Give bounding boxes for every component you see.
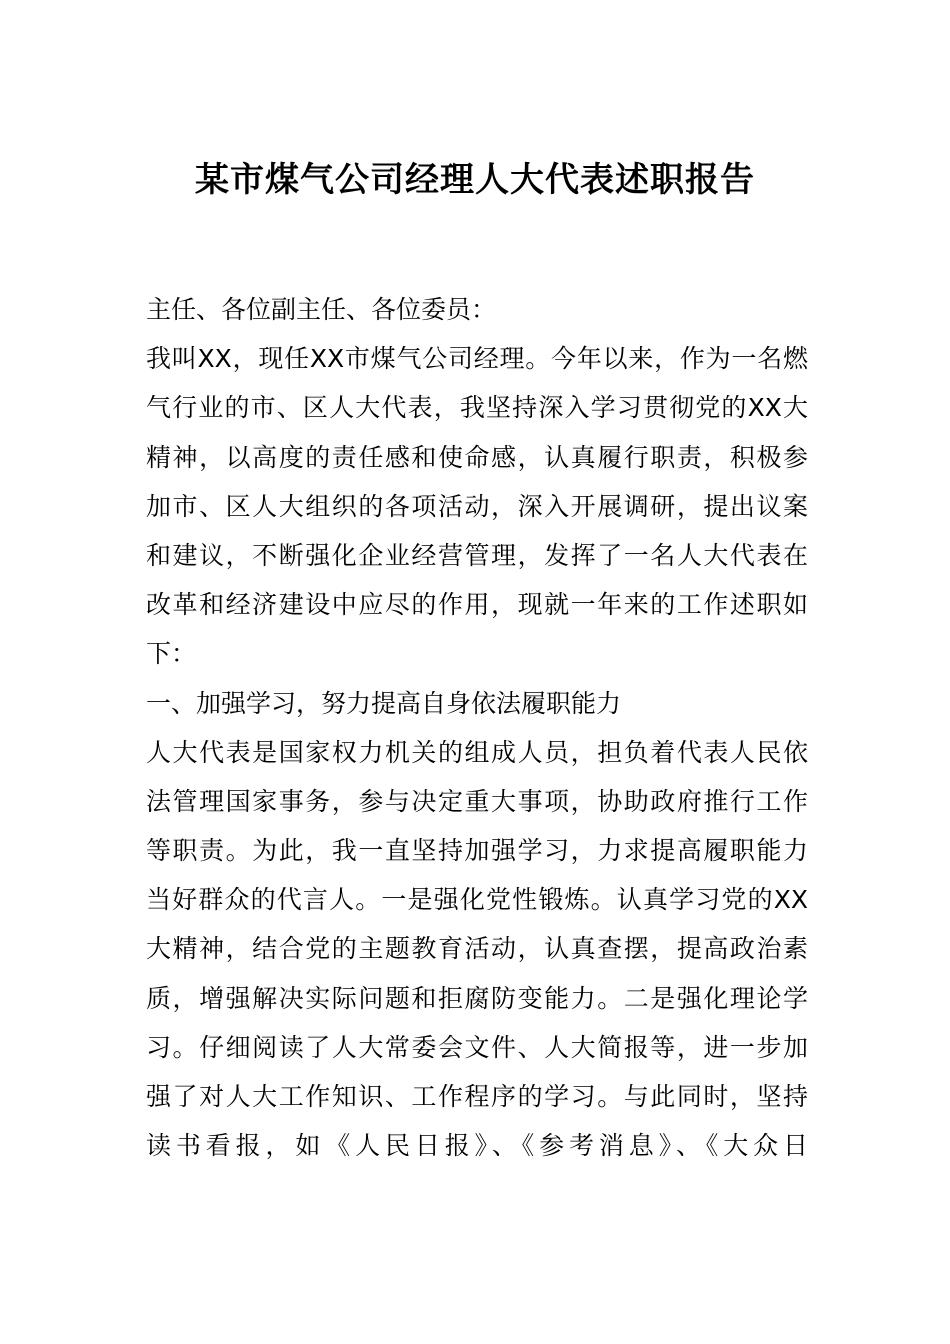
salutation-line: 主任、各位副主任、各位委员：: [146, 295, 497, 324]
paragraph-line: 我叫XX，现任XX市煤气公司经理。今年以来，作为一名燃: [146, 344, 808, 374]
section-heading: 一、加强学习，努力提高自身依法履职能力: [146, 688, 622, 718]
paragraph-line: 质，增强解决实际问题和拒腐防变能力。二是强化理论学: [146, 983, 808, 1013]
paragraph-line: 强了对人大工作知识、工作程序的学习。与此同时，坚持: [146, 1082, 808, 1111]
paragraph-line: 和建议，不断强化企业经营管理，发挥了一名人大代表在: [146, 540, 808, 570]
paragraph-line: 精神，以高度的责任感和使命感，认真履行职责，积极参: [146, 442, 808, 472]
paragraph-line: 改革和经济建设中应尽的作用，现就一年来的工作述职如: [146, 590, 808, 620]
paragraph-line: 等职责。为此，我一直坚持加强学习，力求提高履职能力: [146, 836, 808, 866]
paragraph-line: 大精神，结合党的主题教育活动，认真查摆，提高政治素: [146, 934, 808, 964]
paragraph-line: 气行业的市、区人大代表，我坚持深入学习贯彻党的XX大: [146, 393, 808, 423]
paragraph-line: 下：: [146, 639, 197, 669]
document-body: [146, 285, 808, 1170]
paragraph-line: 人大代表是国家权力机关的组成人员，担负着代表人民依: [146, 737, 808, 767]
paragraph-line: 读书看报，如《人民日报》、《参考消息》、《大众日: [146, 1131, 808, 1161]
paragraph-line: 习。仔细阅读了人大常委会文件、人大简报等，进一步加: [146, 1032, 808, 1062]
document-title: 某市煤气公司经理人大代表述职报告: [195, 160, 755, 200]
paragraph-line: 加市、区人大组织的各项活动，深入开展调研，提出议案: [146, 491, 808, 521]
paragraph-line: 当好群众的代言人。一是强化党性锻炼。认真学习党的XX: [146, 885, 808, 915]
paragraph-line: 法管理国家事务，参与决定重大事项，协助政府推行工作: [146, 786, 808, 816]
